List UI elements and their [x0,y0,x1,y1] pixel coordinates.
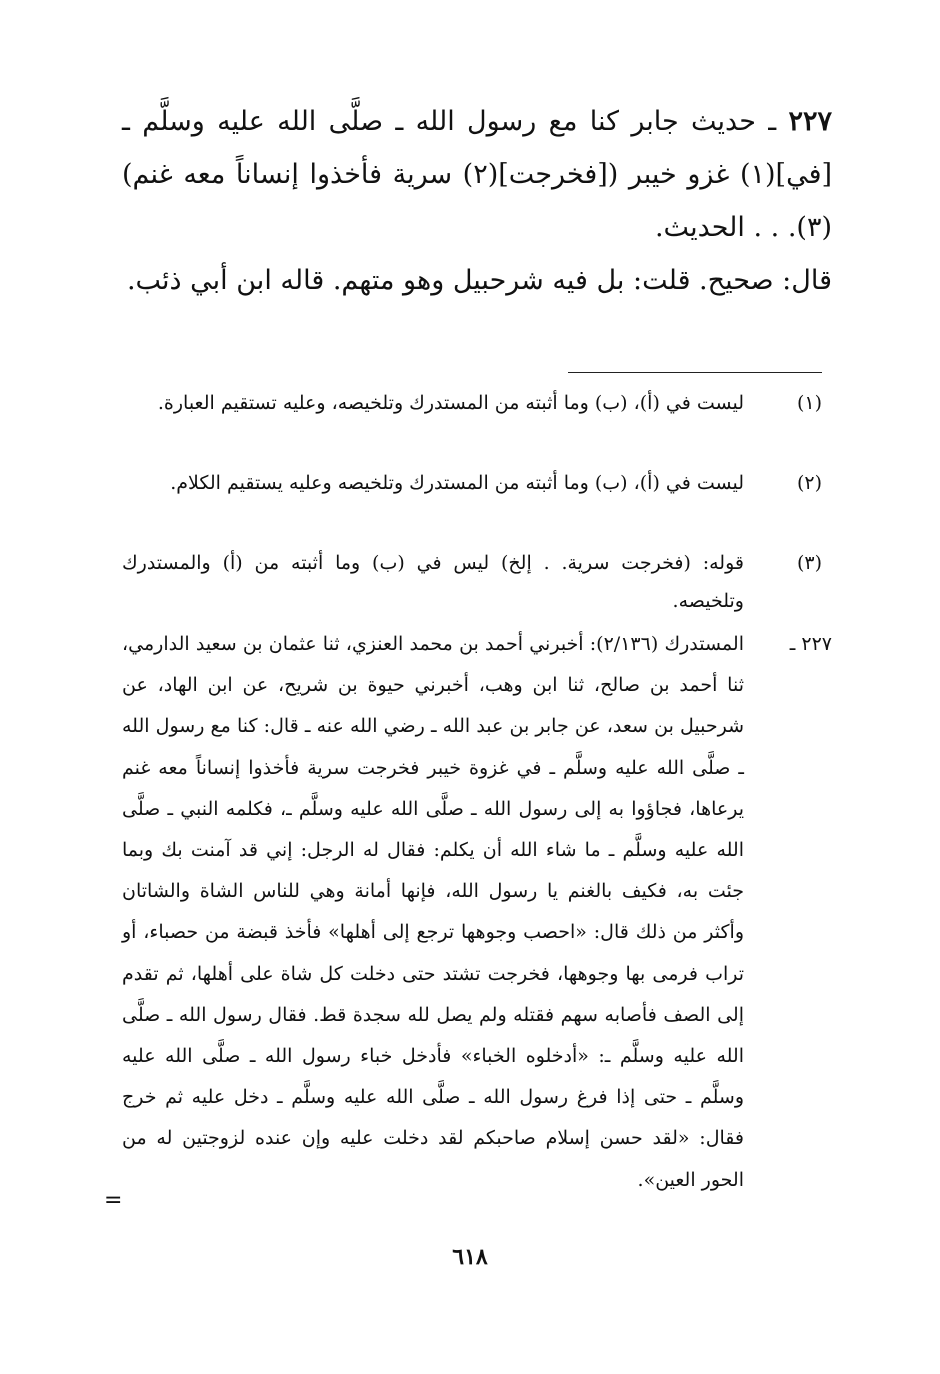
reference-text: المستدرك (٢/١٣٦): أخبرني أحمد بن محمد العنزي، ثنا عثمان بن سعيد الدارمي، ثنا أحمد بن صالح، ثنا ابن وهب، أخبرني حيوة بن شريح، عن ابن الهاد، عن شرحبيل بن سعد، عن جابر بن عبد الله ـ رضي الله عنه ـ قال: كنا مع رسول الله ـ صلَّى الله عليه وسلَّم ـ في غزوة خيبر فخرجت سرية فأخذوا إنساناً معه غنم يرعاها، فجاؤوا به إلى رسول الله ـ صلَّى الله عليه وسلَّم ـ، فكلمه النبي ـ صلَّى الله عليه وسلَّم ـ ما شاء الله أن يكلم: فقال له الرجل: إني قد آمنت بك وبما جئت به، فكيف بالغنم يا رسول الله، فإنها أمانة وهي للناس الشاة والشاتان وأكثر من ذلك قال: «احصب وجوهها ترجع إلى أهلها» فأخذ قبضة من حصباء، أو تراب فرمى بها وجوهها، فخرجت تشتد حتى دخلت كل شاة على أهلها، ثم تقدم إلى الصف فأصابه سهم فقتله ولم يصل لله سجدة قط. فقال رسول الله ـ صلَّى الله عليه وسلَّم ـ: «أدخلوه الخباء» فأدخل خباء رسول الله ـ صلَّى الله عليه وسلَّم ـ حتى إذا فرغ رسول الله ـ صلَّى الله عليه وسلَّم ـ دخل عليه ثم خرج فقال: «لقد حسن إسلام صاحبكم لقد دخلت عليه وإن عنده لزوجتين له من الحور العين». [122,633,744,1191]
footnote-1 [122,384,822,422]
reference-number: ٢٢٧ ـ [789,633,832,655]
footnote-separator [568,372,822,373]
footnote-2 [122,464,822,502]
reference-note [122,624,832,1201]
footnote-number: (٢) [796,472,822,494]
footnote-text: ليست في (أ)، (ب) وما أثبته من المستدرك وتلخيصه وعليه يستقيم الكلام. [170,472,744,494]
footnote-text: ليست في (أ)، (ب) وما أثبته من المستدرك وتلخيصه، وعليه تستقيم العبارة. [157,392,744,414]
hadith-text: ـ حديث جابر كنا مع رسول الله ـ صلَّى الله عليه وسلَّم ـ [في](١) غزو خيبر ([فخرجت](٢) سرية فأخذوا إنساناً معه غنم)(٣). . . الحديث. [122,106,833,243]
footnote-3 [122,544,822,620]
continuation-mark: = [104,1188,123,1213]
footnote-number: (٣) [796,552,822,574]
footnote-text: قوله: (فخرجت سرية. . إلخ) ليس في (ب) وما أثبته من (أ) والمستدرك وتلخيصه. [122,552,744,612]
entry-number: ٢٢٧ [788,106,832,137]
verdict-text: قال: صحيح. قلت: بل فيه شرحبيل وهو متهم. قاله ابن أبي ذئب. [126,265,832,296]
page-number: ٦١٨ [452,1244,488,1270]
hadith-entry [122,95,832,254]
footnote-number: (١) [796,392,822,414]
